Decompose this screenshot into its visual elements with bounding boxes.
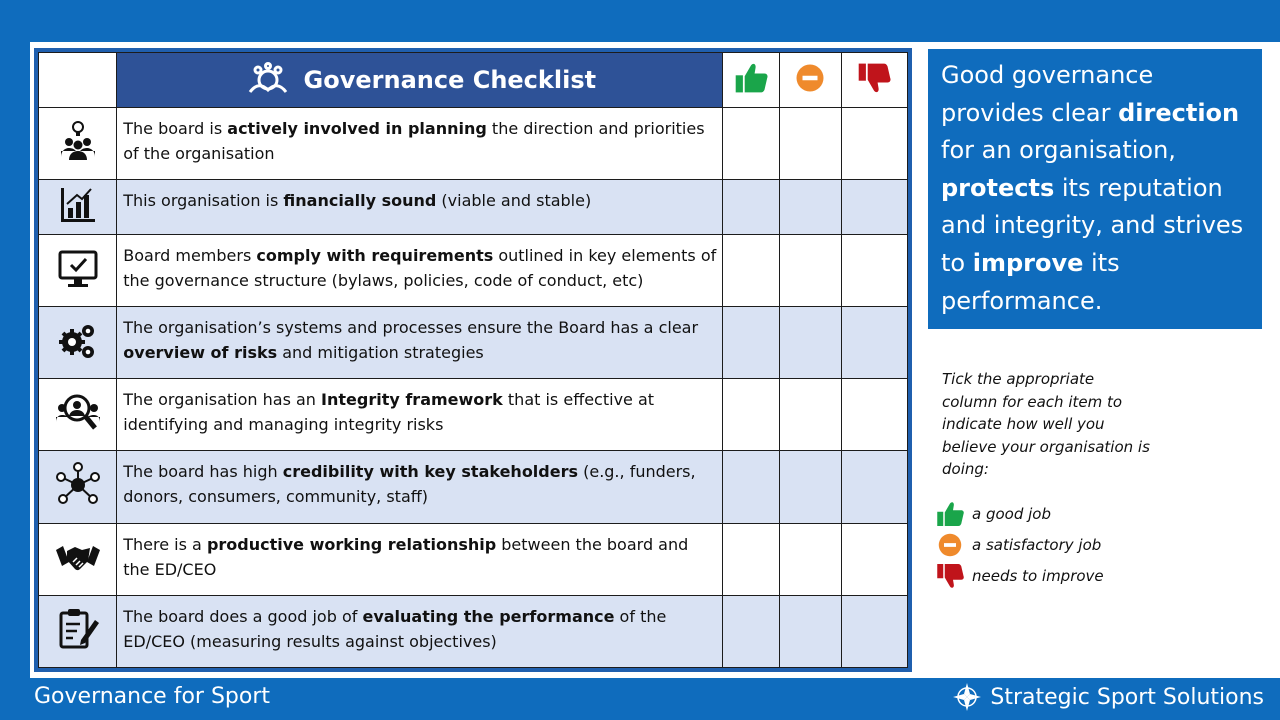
tick-cell-good[interactable]	[723, 523, 779, 595]
row-icon-cell	[39, 595, 117, 667]
tick-cell-improve[interactable]	[841, 235, 907, 307]
tick-cell-satisfactory[interactable]	[779, 307, 841, 379]
tick-cell-improve[interactable]	[841, 307, 907, 379]
legend-label: a good job	[972, 504, 1051, 523]
thumbs-down-icon	[855, 60, 893, 96]
tick-cell-satisfactory[interactable]	[779, 235, 841, 307]
checklist-item-text: The organisation’s systems and processes ensure the Board has a clear overview of risks and mitigation strategies	[117, 307, 723, 379]
row-icon-cell	[39, 379, 117, 451]
checklist-table	[38, 52, 908, 668]
tick-cell-good[interactable]	[723, 180, 779, 235]
tick-cell-good[interactable]	[723, 595, 779, 667]
checklist-row	[39, 451, 908, 523]
governance-checklist	[34, 48, 912, 672]
checklist-item-text: There is a productive working relationship between the board and the ED/CEO	[117, 523, 723, 595]
callout-text: Good governance provides clear direction for an organisation, protects its reputation and integrity, and strives to improve its performance.	[941, 61, 1244, 315]
checklist-row	[39, 108, 908, 180]
tick-cell-satisfactory[interactable]	[779, 523, 841, 595]
monitor-check-icon	[55, 277, 101, 296]
row-icon-cell	[39, 523, 117, 595]
footer-left-title: Governance for Sport	[34, 684, 271, 709]
checklist-row	[39, 180, 908, 235]
tick-cell-good[interactable]	[723, 379, 779, 451]
thumbs-down-icon	[934, 561, 966, 591]
minus-circle-icon	[934, 530, 966, 560]
financial-chart-icon	[55, 213, 101, 232]
checklist-row	[39, 379, 908, 451]
tick-cell-good[interactable]	[723, 235, 779, 307]
checklist-item-text: The board is actively involved in planning the direction and priorities of the organisation	[117, 108, 723, 180]
legend	[934, 498, 1254, 591]
row-icon-cell	[39, 451, 117, 523]
legend-item-improve	[934, 560, 1254, 591]
checklist-title	[117, 53, 723, 108]
tick-cell-satisfactory[interactable]	[779, 108, 841, 180]
tick-cell-improve[interactable]	[841, 108, 907, 180]
handshake-icon	[55, 565, 101, 584]
tick-cell-good[interactable]	[723, 108, 779, 180]
network-hub-icon	[55, 493, 101, 512]
tick-cell-good[interactable]	[723, 451, 779, 523]
checklist-title-text: Governance Checklist	[303, 66, 597, 94]
tick-cell-satisfactory[interactable]	[779, 595, 841, 667]
compass-logo-icon	[952, 682, 982, 712]
checklist-row	[39, 523, 908, 595]
checklist-row	[39, 307, 908, 379]
checklist-row	[39, 235, 908, 307]
footer-right-text: Strategic Sport Solutions	[990, 684, 1264, 710]
planning-team-icon	[55, 150, 101, 169]
tick-cell-satisfactory[interactable]	[779, 451, 841, 523]
checklist-item-text: This organisation is financially sound (viable and stable)	[117, 180, 723, 235]
checklist-item-text: The organisation has an Integrity framework that is effective at identifying and managing integrity risks	[117, 379, 723, 451]
integrity-search-icon	[55, 421, 101, 440]
legend-item-good	[934, 498, 1254, 529]
row-icon-cell	[39, 235, 117, 307]
legend-label: a satisfactory job	[972, 535, 1102, 554]
tick-cell-improve[interactable]	[841, 180, 907, 235]
tick-cell-improve[interactable]	[841, 379, 907, 451]
gears-icon	[55, 349, 101, 368]
column-header-good	[723, 53, 779, 108]
thumbs-up-icon	[934, 499, 966, 529]
minus-circle-icon	[795, 63, 825, 93]
row-icon-cell	[39, 108, 117, 180]
instructions-text: Tick the appropriate column for each item to indicate how well you believe your organisation is doing:	[942, 370, 1150, 478]
logo-icon	[244, 62, 292, 98]
row-icon-cell	[39, 307, 117, 379]
tick-cell-improve[interactable]	[841, 451, 907, 523]
checklist-row	[39, 595, 908, 667]
legend-item-satisfactory	[934, 529, 1254, 560]
tick-cell-good[interactable]	[723, 307, 779, 379]
row-icon-cell	[39, 180, 117, 235]
tick-cell-improve[interactable]	[841, 523, 907, 595]
tick-cell-satisfactory[interactable]	[779, 379, 841, 451]
checklist-item-text: The board has high credibility with key stakeholders (e.g., funders, donors, consumers, community, staff)	[117, 451, 723, 523]
column-header-satisfactory	[779, 53, 841, 108]
checklist-item-text: Board members comply with requirements outlined in key elements of the governance structure (bylaws, policies, code of conduct, etc)	[117, 235, 723, 307]
tick-cell-satisfactory[interactable]	[779, 180, 841, 235]
column-header-improve	[841, 53, 907, 108]
clipboard-edit-icon	[55, 637, 101, 656]
header-blank-cell	[39, 53, 117, 108]
checklist-item-text: The board does a good job of evaluating the performance of the ED/CEO (measuring results against objectives)	[117, 595, 723, 667]
legend-label: needs to improve	[972, 566, 1104, 585]
footer-brand	[952, 682, 1264, 712]
tick-cell-improve[interactable]	[841, 595, 907, 667]
thumbs-up-icon	[732, 60, 770, 96]
governance-callout	[928, 49, 1262, 329]
